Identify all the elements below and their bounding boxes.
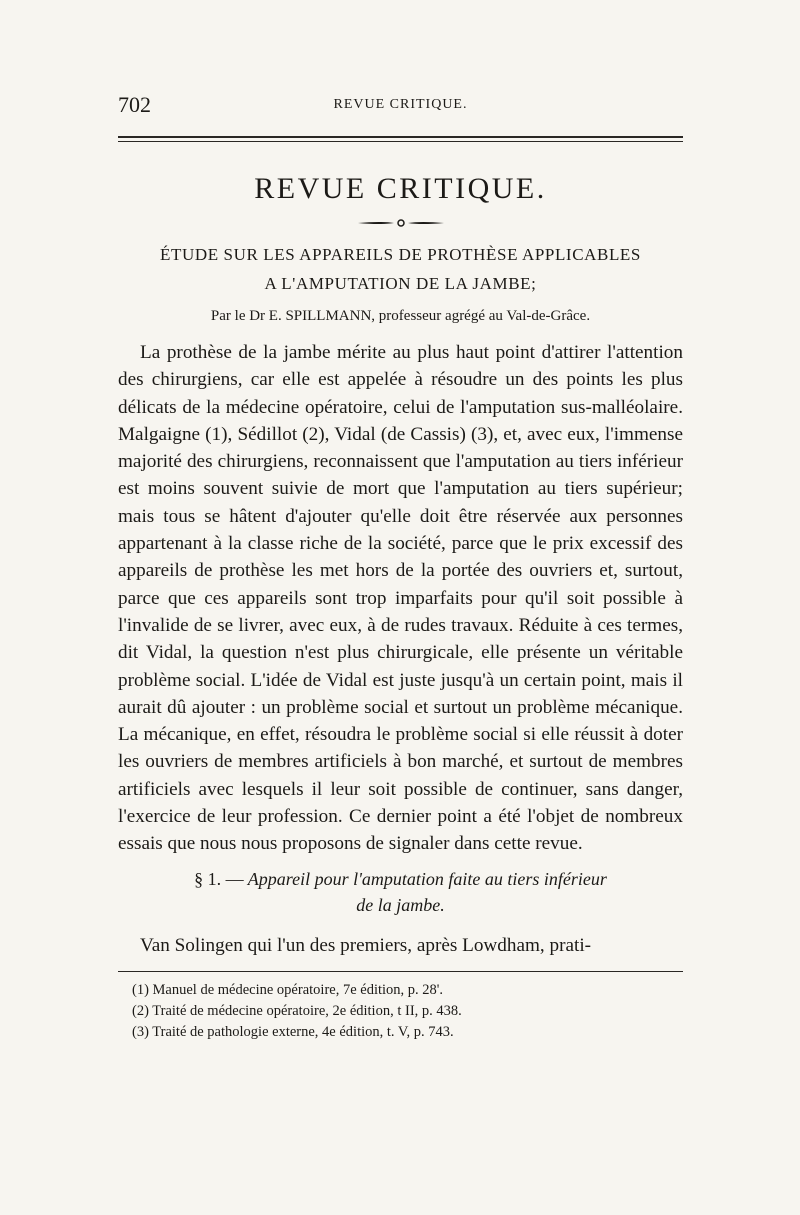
footnote-rule xyxy=(118,971,683,972)
byline: Par le Dr E. SPILLMANN, professeur agrégé au Val-de-Grâce. xyxy=(210,308,591,324)
article-title-line-2: A L'AMPUTATION DE LA JAMBE; xyxy=(264,274,537,293)
ornament-divider-icon xyxy=(118,218,683,228)
footnotes xyxy=(118,980,683,1043)
page-number: 702 xyxy=(118,92,151,117)
subsection-title-line-1: Appareil pour l'amputation faite au tiers inférieur xyxy=(247,868,607,889)
running-header xyxy=(118,92,683,122)
body-text xyxy=(118,339,683,858)
subsection-heading xyxy=(118,866,683,918)
subsection-title-line-2: de la jambe. xyxy=(356,894,445,915)
footnote-2: (2) Traité de médecine opératoire, 2e édition, t II, p. 438. xyxy=(132,1002,462,1019)
running-title: REVUE CRITIQUE. xyxy=(333,97,468,112)
paragraph: La prothèse de la jambe mérite au plus haut point d'attirer l'attention des chirurgiens, car elle est appelée à résoudre un des points les plus délicats de la médecine opératoire, celui de l'amputation sus-malléolaire. Malgaigne (1), Sédillot (2), Vidal (de Cassis) (3), et, avec eux, l'immense majorité des chirurgiens, reconnaissent que l'amputation au tiers inférieur est moins souvent suivie de mort que l'amputation au tiers supérieur; mais tous se hâtent d'ajouter qu'elle doit être réservée aux personnes appartenant à la classe riche de la société, parce que le prix excessif des appareils de prothèse les met hors de la portée des ouvriers et, surtout, parce que ces appareils sont trop imparfaits pour qu'il soit possible à l'invalide de se livrer, avec eux, à de rudes travaux. Réduite à ces termes, dit Vidal, la question n'est plus chirurgicale, elle présente un véritable problème social. L'idée de Vidal est juste jusqu'à un certain point, mais il aurait dû ajouter : un problème social et surtout un problème mécanique. La mécanique, en effet, résoudra le problème social si elle réussit à doter les ouvriers de membres artificiels à bon marché, et surtout de membres artificiels avec lesquels il leur soit possible de continuer, sans danger, l'exercice de leur profession. Ce dernier point a été l'objet de nombreux essais que nous nous proposons de signaler dans cette revue. xyxy=(118,342,683,855)
footnote-1: (1) Manuel de médecine opératoire, 7e édition, p. 28'. xyxy=(132,981,444,998)
document-page xyxy=(118,92,683,1043)
subsection-number: § 1. — xyxy=(194,868,244,889)
header-rule xyxy=(118,136,683,142)
article-title xyxy=(118,240,683,298)
footnote-3: (3) Traité de pathologie externe, 4e édition, t. V, p. 743. xyxy=(132,1023,454,1040)
section-title: REVUE CRITIQUE. xyxy=(254,172,547,205)
article-title-line-1: ÉTUDE SUR LES APPAREILS DE PROTHÈSE APPLICABLES xyxy=(160,245,641,264)
continuation-paragraph: Van Solingen qui l'un des premiers, après Lowdham, prati- xyxy=(140,934,592,956)
